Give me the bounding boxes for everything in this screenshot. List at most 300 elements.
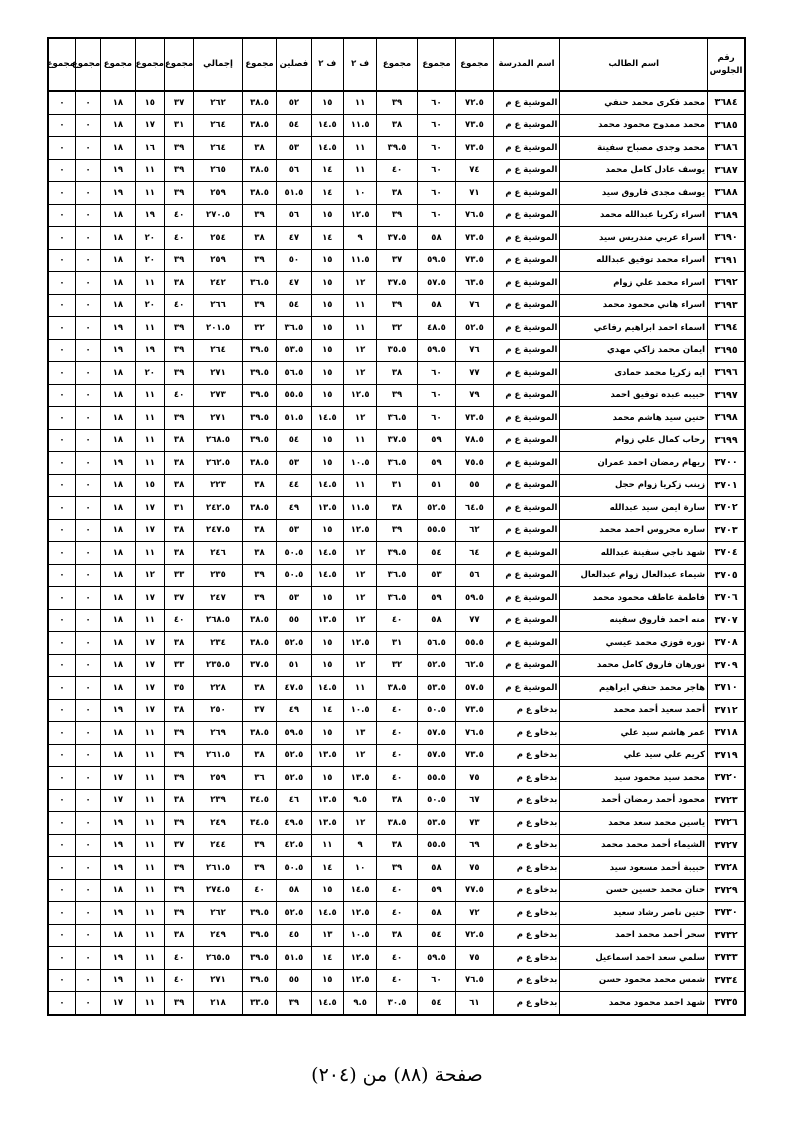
grade-cell: ١٠ xyxy=(343,182,376,205)
grade-cell: ٠ xyxy=(75,452,100,475)
grade-cell: ٥٣.٥ xyxy=(417,677,455,700)
grade-cell: ١٨ xyxy=(101,677,135,700)
grade-cell: ٥٩.٥ xyxy=(417,249,455,272)
grade-cell: ٦٠ xyxy=(417,204,455,227)
grade-cell: ٣٩ xyxy=(377,294,417,317)
seat-number-cell: ٣٧٢٠ xyxy=(708,767,745,790)
grade-cell: ٠ xyxy=(48,947,75,970)
grade-cell: ٠ xyxy=(75,204,100,227)
grade-cell: ٣٩ xyxy=(242,204,276,227)
grade-cell: ٣٤.٥ xyxy=(242,789,276,812)
school-name-cell: الموشية ع م xyxy=(493,564,560,587)
grade-cell: ٥٦ xyxy=(277,204,311,227)
table-row xyxy=(48,879,745,902)
grade-cell: ٠ xyxy=(48,879,75,902)
grade-cell: ٤٠ xyxy=(377,159,417,182)
grade-cell: ١٢ xyxy=(343,272,376,295)
grade-cell: ٣٩ xyxy=(377,384,417,407)
student-name-cell: زينب زكريا زوام حجل xyxy=(560,474,708,497)
table-row xyxy=(48,249,745,272)
grade-cell: ٣٨ xyxy=(242,227,276,250)
grade-cell: ١٤.٥ xyxy=(311,992,343,1015)
grade-cell: ١١ xyxy=(135,317,164,340)
grade-cell: ١٥ xyxy=(311,767,343,790)
grade-cell: ٣٩.٥ xyxy=(377,137,417,160)
grade-cell: ٦٩ xyxy=(456,834,493,857)
grade-cell: ١١ xyxy=(311,834,343,857)
seat-number-cell: ٣٧٠٢ xyxy=(708,497,745,520)
table-row xyxy=(48,474,745,497)
grade-cell: ٠ xyxy=(75,992,100,1015)
column-header: مجموع xyxy=(417,38,455,91)
grade-cell: ٠ xyxy=(48,857,75,880)
grade-cell: ٥٩ xyxy=(417,429,455,452)
grade-cell: ٠ xyxy=(75,699,100,722)
grade-cell: ٢٠ xyxy=(135,294,164,317)
seat-number-cell: ٣٦٩٣ xyxy=(708,294,745,317)
grade-cell: ١٨ xyxy=(101,744,135,767)
table-body xyxy=(48,91,745,1015)
grade-cell: ٥٧.٥ xyxy=(417,272,455,295)
grade-cell: ١١ xyxy=(135,744,164,767)
grade-cell: ١٨ xyxy=(101,542,135,565)
grade-cell: ٥٢.٥ xyxy=(277,902,311,925)
grade-cell: ٣٨.٥ xyxy=(242,722,276,745)
grade-cell: ٠ xyxy=(48,407,75,430)
grade-cell: ٥٥ xyxy=(277,969,311,992)
grade-cell: ٠ xyxy=(48,339,75,362)
school-name-cell: بدخاو ع م xyxy=(493,969,560,992)
student-name-cell: شهد احمد محمود محمد xyxy=(560,992,708,1015)
grade-cell: ٠ xyxy=(48,272,75,295)
grade-cell: ٢٦٤ xyxy=(194,137,243,160)
grade-cell: ١٨ xyxy=(101,204,135,227)
table-row xyxy=(48,564,745,587)
school-name-cell: الموشية ع م xyxy=(493,609,560,632)
grade-cell: ٣٩.٥ xyxy=(242,339,276,362)
grade-cell: ٣٩ xyxy=(377,204,417,227)
student-name-cell: سحر أحمد محمد احمد xyxy=(560,924,708,947)
grade-cell: ٥٥ xyxy=(456,474,493,497)
grade-cell: ١٣.٥ xyxy=(311,789,343,812)
seat-number-cell: ٣٦٩٢ xyxy=(708,272,745,295)
grade-cell: ٥٣ xyxy=(277,137,311,160)
student-name-cell: عمر هاشم سيد علي xyxy=(560,722,708,745)
grade-cell: ٦٠ xyxy=(417,362,455,385)
grade-cell: ٤٦ xyxy=(277,789,311,812)
grade-cell: ٥٣ xyxy=(277,519,311,542)
grade-cell: ٤٠ xyxy=(377,767,417,790)
grade-cell: ١٤.٥ xyxy=(311,677,343,700)
grade-cell: ١٥ xyxy=(311,879,343,902)
grade-cell: ٠ xyxy=(75,429,100,452)
grade-cell: ٤٠ xyxy=(164,227,193,250)
grade-cell: ٣٧ xyxy=(164,91,193,114)
grade-cell: ٢٢٨ xyxy=(194,677,243,700)
grade-cell: ١١ xyxy=(135,947,164,970)
grades-table xyxy=(47,37,746,1016)
grade-cell: ٣٩ xyxy=(164,317,193,340)
grade-cell: ١٤.٥ xyxy=(311,564,343,587)
grade-cell: ٢٦١.٥ xyxy=(194,744,243,767)
grade-cell: ١٥ xyxy=(311,969,343,992)
grade-cell: ٠ xyxy=(75,317,100,340)
seat-number-cell: ٣٧١٨ xyxy=(708,722,745,745)
seat-number-cell: ٣٧١٠ xyxy=(708,677,745,700)
table-row xyxy=(48,834,745,857)
grade-cell: ٣٨ xyxy=(164,452,193,475)
student-name-cell: حنان محمد حسين حسن xyxy=(560,879,708,902)
grade-cell: ٣٨ xyxy=(242,137,276,160)
grade-cell: ٧٥ xyxy=(456,767,493,790)
student-name-cell: الشيماء أحمد محمد محمد xyxy=(560,834,708,857)
grade-cell: ٢٦١.٥ xyxy=(194,857,243,880)
grade-cell: ٣٨ xyxy=(164,272,193,295)
grade-cell: ١٢.٥ xyxy=(343,519,376,542)
grade-cell: ٢٠ xyxy=(135,227,164,250)
grade-cell: ٣٩ xyxy=(164,339,193,362)
school-name-cell: بدخاو ع م xyxy=(493,834,560,857)
grade-cell: ٠ xyxy=(48,497,75,520)
grade-cell: ٠ xyxy=(75,609,100,632)
grade-cell: ٠ xyxy=(48,699,75,722)
grade-cell: ٥١.٥ xyxy=(277,947,311,970)
student-name-cell: ايه زكريا محمد حمادى xyxy=(560,362,708,385)
grade-cell: ٣١ xyxy=(164,114,193,137)
grade-cell: ١٤ xyxy=(311,947,343,970)
grade-cell: ٢٣٥ xyxy=(194,564,243,587)
grade-cell: ٥٨ xyxy=(417,294,455,317)
grade-cell: ٥١ xyxy=(417,474,455,497)
grade-cell: ٧٧.٥ xyxy=(456,879,493,902)
grade-cell: ٤٠ xyxy=(377,722,417,745)
school-name-cell: الموشية ع م xyxy=(493,91,560,114)
grade-cell: ٣٩ xyxy=(377,91,417,114)
grade-cell: ٣٨.٥ xyxy=(242,182,276,205)
grade-cell: ١١ xyxy=(343,677,376,700)
grade-cell: ١٢.٥ xyxy=(343,384,376,407)
grade-cell: ٢٥٩ xyxy=(194,767,243,790)
grade-cell: ١٧ xyxy=(101,767,135,790)
table-row xyxy=(48,857,745,880)
school-name-cell: الموشية ع م xyxy=(493,632,560,655)
grade-cell: ٢٧٣ xyxy=(194,384,243,407)
grade-cell: ٣٦.٥ xyxy=(377,407,417,430)
grade-cell: ١٨ xyxy=(101,91,135,114)
grade-cell: ٣٩ xyxy=(164,767,193,790)
grade-cell: ٣٧ xyxy=(377,249,417,272)
school-name-cell: بدخاو ع م xyxy=(493,789,560,812)
grade-cell: ٠ xyxy=(75,362,100,385)
grade-cell: ٣٠.٥ xyxy=(377,992,417,1015)
grade-cell: ٣٦.٥ xyxy=(377,587,417,610)
grade-cell: ٠ xyxy=(75,632,100,655)
grade-cell: ٣٨.٥ xyxy=(377,677,417,700)
grade-cell: ٠ xyxy=(48,902,75,925)
table-header xyxy=(48,38,745,91)
student-name-cell: شيماء عبدالعال زوام عبدالعال xyxy=(560,564,708,587)
grade-cell: ١١ xyxy=(343,317,376,340)
grade-cell: ١٢ xyxy=(343,362,376,385)
grade-cell: ١٥ xyxy=(135,474,164,497)
school-name-cell: بدخاو ع م xyxy=(493,992,560,1015)
grade-cell: ١٨ xyxy=(101,519,135,542)
grade-cell: ٢٧١ xyxy=(194,407,243,430)
grade-cell: ٣٩ xyxy=(164,722,193,745)
grade-cell: ٣٨ xyxy=(377,789,417,812)
grade-cell: ٥٣ xyxy=(277,452,311,475)
table-row xyxy=(48,969,745,992)
table-row xyxy=(48,407,745,430)
grade-cell: ٥١.٥ xyxy=(277,407,311,430)
student-name-cell: ريهام رمضان احمد عمران xyxy=(560,452,708,475)
grade-cell: ١٥ xyxy=(311,249,343,272)
grade-cell: ٣٨ xyxy=(164,429,193,452)
student-name-cell: حبيبة أحمد مسعود سيد xyxy=(560,857,708,880)
grade-cell: ٥٩.٥ xyxy=(417,339,455,362)
grade-cell: ٦٤ xyxy=(456,542,493,565)
grade-cell: ٤٠ xyxy=(377,969,417,992)
grade-cell: ١١ xyxy=(135,902,164,925)
student-name-cell: سارة ايمن سيد عبدالله xyxy=(560,497,708,520)
grade-cell: ٠ xyxy=(48,249,75,272)
grade-cell: ٣٥.٥ xyxy=(377,339,417,362)
grade-cell: ١٩ xyxy=(101,857,135,880)
school-name-cell: بدخاو ع م xyxy=(493,812,560,835)
grade-cell: ٣٩ xyxy=(377,519,417,542)
grade-cell: ١٧ xyxy=(135,632,164,655)
grade-cell: ٣٨ xyxy=(242,474,276,497)
grade-cell: ٧٤ xyxy=(456,159,493,182)
grade-cell: ١٢ xyxy=(343,339,376,362)
table-row xyxy=(48,227,745,250)
grade-cell: ٤٠ xyxy=(377,609,417,632)
grade-cell: ١٧ xyxy=(135,587,164,610)
grade-cell: ١١ xyxy=(135,542,164,565)
grade-cell: ٣٨ xyxy=(242,542,276,565)
grade-cell: ١٤.٥ xyxy=(311,902,343,925)
grade-cell: ٠ xyxy=(75,294,100,317)
grade-cell: ٥١.٥ xyxy=(277,182,311,205)
grade-cell: ٠ xyxy=(75,564,100,587)
school-name-cell: الموشية ع م xyxy=(493,654,560,677)
seat-number-cell: ٣٧٢٩ xyxy=(708,879,745,902)
grade-cell: ١٦ xyxy=(135,137,164,160)
grade-cell: ٠ xyxy=(48,542,75,565)
grade-cell: ٣٩ xyxy=(164,182,193,205)
grade-cell: ٠ xyxy=(75,654,100,677)
grade-cell: ١٥ xyxy=(311,362,343,385)
grade-cell: ٠ xyxy=(75,722,100,745)
grade-cell: ٠ xyxy=(75,519,100,542)
grade-cell: ٠ xyxy=(75,497,100,520)
grade-cell: ٣٦.٥ xyxy=(242,272,276,295)
grade-cell: ٢٤٤ xyxy=(194,834,243,857)
grade-cell: ٥٩ xyxy=(417,587,455,610)
grade-cell: ٠ xyxy=(48,362,75,385)
grade-cell: ١١ xyxy=(135,834,164,857)
grade-cell: ١١.٥ xyxy=(343,497,376,520)
column-header: مجموع xyxy=(456,38,493,91)
grade-cell: ٠ xyxy=(48,114,75,137)
grade-cell: ٣٩ xyxy=(164,362,193,385)
grade-cell: ٠ xyxy=(75,249,100,272)
grade-cell: ٥٨ xyxy=(417,609,455,632)
student-name-cell: فاطمة عاطف محمود محمد xyxy=(560,587,708,610)
grade-cell: ٤٧ xyxy=(277,227,311,250)
grade-cell: ٠ xyxy=(75,789,100,812)
grade-cell: ٥٩ xyxy=(417,879,455,902)
table-row xyxy=(48,317,745,340)
grade-cell: ٠ xyxy=(48,789,75,812)
grade-cell: ١٨ xyxy=(101,474,135,497)
school-name-cell: بدخاو ع م xyxy=(493,902,560,925)
seat-number-cell: ٣٧٠٦ xyxy=(708,587,745,610)
grade-cell: ١٧ xyxy=(101,789,135,812)
grade-cell: ١١ xyxy=(135,789,164,812)
seat-number-cell: ٣٦٨٦ xyxy=(708,137,745,160)
table-row xyxy=(48,294,745,317)
grade-cell: ١٧ xyxy=(135,654,164,677)
page-number: صفحة (٨٨) من (٢٠٤) xyxy=(311,1064,483,1086)
grade-cell: ١٧ xyxy=(135,519,164,542)
grade-cell: ١٢.٥ xyxy=(343,902,376,925)
table-row xyxy=(48,182,745,205)
grade-cell: ١٢ xyxy=(343,654,376,677)
school-name-cell: بدخاو ع م xyxy=(493,857,560,880)
grade-cell: ١٥ xyxy=(311,204,343,227)
school-name-cell: الموشية ع م xyxy=(493,587,560,610)
school-name-cell: الموشية ع م xyxy=(493,317,560,340)
grade-cell: ٢٧٠.٥ xyxy=(194,204,243,227)
grade-cell: ١٢ xyxy=(343,407,376,430)
grade-cell: ٣٨ xyxy=(242,519,276,542)
grade-cell: ١٥ xyxy=(311,722,343,745)
seat-number-cell: ٣٦٩٤ xyxy=(708,317,745,340)
grade-cell: ١٣.٥ xyxy=(311,497,343,520)
grade-cell: ٢١٨ xyxy=(194,992,243,1015)
school-name-cell: الموشية ع م xyxy=(493,407,560,430)
seat-number-cell: ٣٦٩٧ xyxy=(708,384,745,407)
grade-cell: ٣٨ xyxy=(164,542,193,565)
grade-cell: ١١ xyxy=(135,407,164,430)
grade-cell: ٥٧.٥ xyxy=(456,677,493,700)
seat-number-cell: ٣٧٠٠ xyxy=(708,452,745,475)
grade-cell: ٣٩.٥ xyxy=(242,947,276,970)
grade-cell: ٣٩ xyxy=(164,992,193,1015)
grade-cell: ٣٨.٥ xyxy=(242,632,276,655)
header-row xyxy=(48,38,745,91)
grade-cell: ٣٩ xyxy=(164,744,193,767)
grade-cell: ٠ xyxy=(75,812,100,835)
grade-cell: ٤٧.٥ xyxy=(277,677,311,700)
grade-cell: ١٢ xyxy=(343,542,376,565)
table-row xyxy=(48,902,745,925)
grade-cell: ٤٠ xyxy=(377,902,417,925)
grade-cell: ٢٣٩ xyxy=(194,789,243,812)
grade-cell: ٥٧.٥ xyxy=(417,744,455,767)
grade-cell: ١٨ xyxy=(101,272,135,295)
grade-cell: ٥٨ xyxy=(417,227,455,250)
school-name-cell: بدخاو ع م xyxy=(493,699,560,722)
grade-cell: ١٩ xyxy=(101,812,135,835)
grade-cell: ٣٨.٥ xyxy=(242,497,276,520)
seat-number-cell: ٣٧٢٣ xyxy=(708,789,745,812)
grade-cell: ١٨ xyxy=(101,632,135,655)
grade-cell: ١٥ xyxy=(135,91,164,114)
grade-cell: ٠ xyxy=(75,474,100,497)
grade-cell: ٣٩ xyxy=(242,587,276,610)
grade-cell: ١٤ xyxy=(311,699,343,722)
grade-cell: ٢٠١.٥ xyxy=(194,317,243,340)
grade-cell: ٠ xyxy=(75,339,100,362)
grade-cell: ٧٣.٥ xyxy=(456,227,493,250)
grade-cell: ٤٠ xyxy=(164,969,193,992)
grade-cell: ٥٤ xyxy=(417,924,455,947)
grade-cell: ٥٢.٥ xyxy=(277,632,311,655)
grade-cell: ١١ xyxy=(343,91,376,114)
grade-cell: ٣٢ xyxy=(377,654,417,677)
grade-cell: ٠ xyxy=(75,902,100,925)
grade-cell: ٣٩ xyxy=(242,564,276,587)
seat-number-cell: ٣٧٢٨ xyxy=(708,857,745,880)
grade-cell: ٧٣ xyxy=(456,812,493,835)
grade-cell: ٠ xyxy=(75,834,100,857)
grade-cell: ١٨ xyxy=(101,924,135,947)
grade-cell: ١١ xyxy=(135,452,164,475)
school-name-cell: الموشية ع م xyxy=(493,159,560,182)
seat-number-cell: ٣٧٠٨ xyxy=(708,632,745,655)
grade-cell: ٣٨.٥ xyxy=(377,812,417,835)
grade-cell: ٥٦.٥ xyxy=(277,362,311,385)
school-name-cell: الموشية ع م xyxy=(493,249,560,272)
grade-cell: ٣٩ xyxy=(164,407,193,430)
grade-cell: ١٨ xyxy=(101,564,135,587)
grade-cell: ٥٨ xyxy=(417,857,455,880)
grade-cell: ٥٢.٥ xyxy=(277,744,311,767)
grade-cell: ٢٧٤.٥ xyxy=(194,879,243,902)
grade-cell: ٠ xyxy=(48,992,75,1015)
grade-cell: ١٨ xyxy=(101,587,135,610)
grade-cell: ٢٦٨.٥ xyxy=(194,429,243,452)
grade-cell: ٤٠ xyxy=(377,879,417,902)
grade-cell: ٧٥.٥ xyxy=(456,452,493,475)
grade-cell: ٠ xyxy=(48,744,75,767)
grade-cell: ٠ xyxy=(48,677,75,700)
grade-cell: ٥٣.٥ xyxy=(277,339,311,362)
school-name-cell: الموشية ع م xyxy=(493,497,560,520)
grade-cell: ١٣ xyxy=(343,722,376,745)
grade-cell: ٣٩ xyxy=(164,857,193,880)
grade-cell: ١٢ xyxy=(343,609,376,632)
school-name-cell: الموشية ع م xyxy=(493,542,560,565)
grade-cell: ٠ xyxy=(75,137,100,160)
grade-cell: ٤٠ xyxy=(164,384,193,407)
grade-cell: ٤٠ xyxy=(377,744,417,767)
grade-cell: ١٠.٥ xyxy=(343,452,376,475)
table-row xyxy=(48,519,745,542)
grade-cell: ٢٠ xyxy=(135,249,164,272)
grade-cell: ١٠.٥ xyxy=(343,924,376,947)
table-row xyxy=(48,339,745,362)
grade-cell: ٣٧ xyxy=(164,834,193,857)
table-row xyxy=(48,91,745,114)
grade-cell: ٠ xyxy=(48,137,75,160)
grade-cell: ٣٩.٥ xyxy=(242,384,276,407)
grade-cell: ١٧ xyxy=(135,677,164,700)
seat-number-cell: ٣٧٢٧ xyxy=(708,834,745,857)
table-row xyxy=(48,632,745,655)
